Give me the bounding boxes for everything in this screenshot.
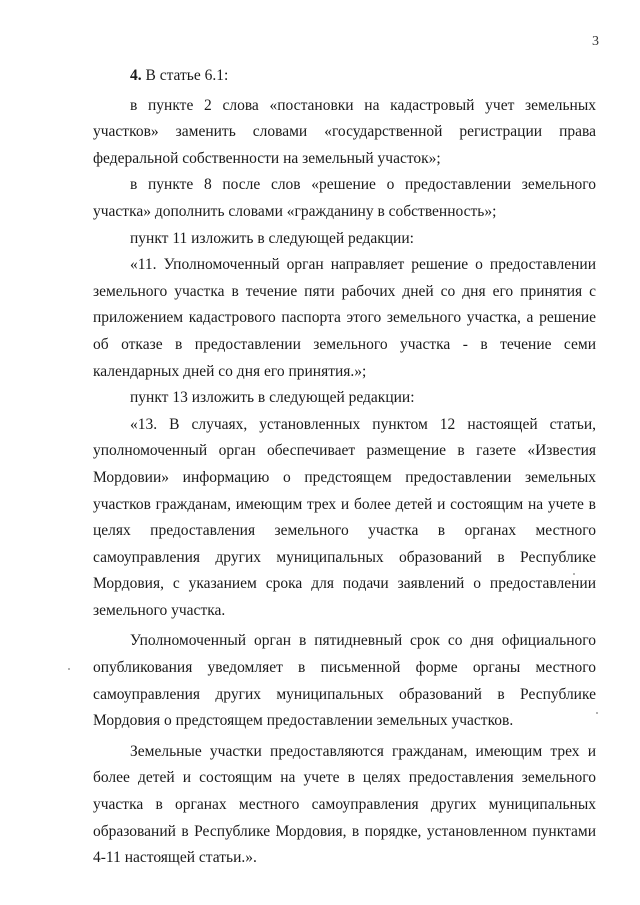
document-body (93, 63, 596, 872)
item-heading-text: В статье 6.1: (141, 67, 229, 84)
scan-speck (596, 712, 598, 714)
paragraph-item-13-intro: пункт 13 изложить в следующей редакции: (130, 389, 415, 407)
scan-speck (68, 668, 70, 670)
paragraph-allocation: Земельные участки предоставляются гражданам, имеющим трех и более детей и состоящим на учете в целях предоставления земельного участка в органах местного самоуправления других муниципальных образований в Республике Мордовия, в порядке, установленном пунктами 4-11 настоящей статьи.». (93, 742, 596, 867)
scan-speck (573, 573, 575, 575)
page-number: 3 (592, 34, 599, 49)
item-number: 4. (130, 67, 142, 84)
paragraph-notification: Уполномоченный орган в пятидневный срок со дня официального опубликования уведомляет в письменной форме органы местного самоуправления других муниципальных образований в Республике Мордовия о предстоящем предоставлении земельных участков. (93, 632, 596, 730)
item-heading (93, 63, 596, 90)
paragraph-item-11-text: «11. Уполномоченный орган направляет решение о предоставлении земельного участка в течение пяти рабочих дней со дня его принятия с приложением кадастрового паспорта этого земельного участка, а решение об отказе в предоставлении земельного участка - в течение семи календарных дней со дня его принятия.»; (93, 256, 596, 380)
paragraph-item-13-text: «13. В случаях, установленных пунктом 12 настоящей статьи, уполномоченный орган обеспечивает размещение в газете «Известия Мордовии» информацию о предстоящем предоставлении земельных участков гражданам, имеющим трех и более детей и состоящим на учете в целях предоставления земельного участка в органах местного самоуправления других муниципальных образований в Республике Мордовия, с указанием срока для подачи заявлений о предоставлении земельного участка. (93, 415, 596, 619)
paragraph-item-8: в пункте 8 после слов «решение о предоставлении земельного участка» дополнить словами «гражданину в собственность»; (93, 176, 596, 220)
paragraph-item-2: в пункте 2 слова «постановки на кадастровый учет земельных участков» заменить словами «государственной регистрации права федеральной собственности на земельный участок»; (93, 96, 596, 167)
paragraph-item-11-intro: пункт 11 изложить в следующей редакции: (130, 229, 414, 247)
